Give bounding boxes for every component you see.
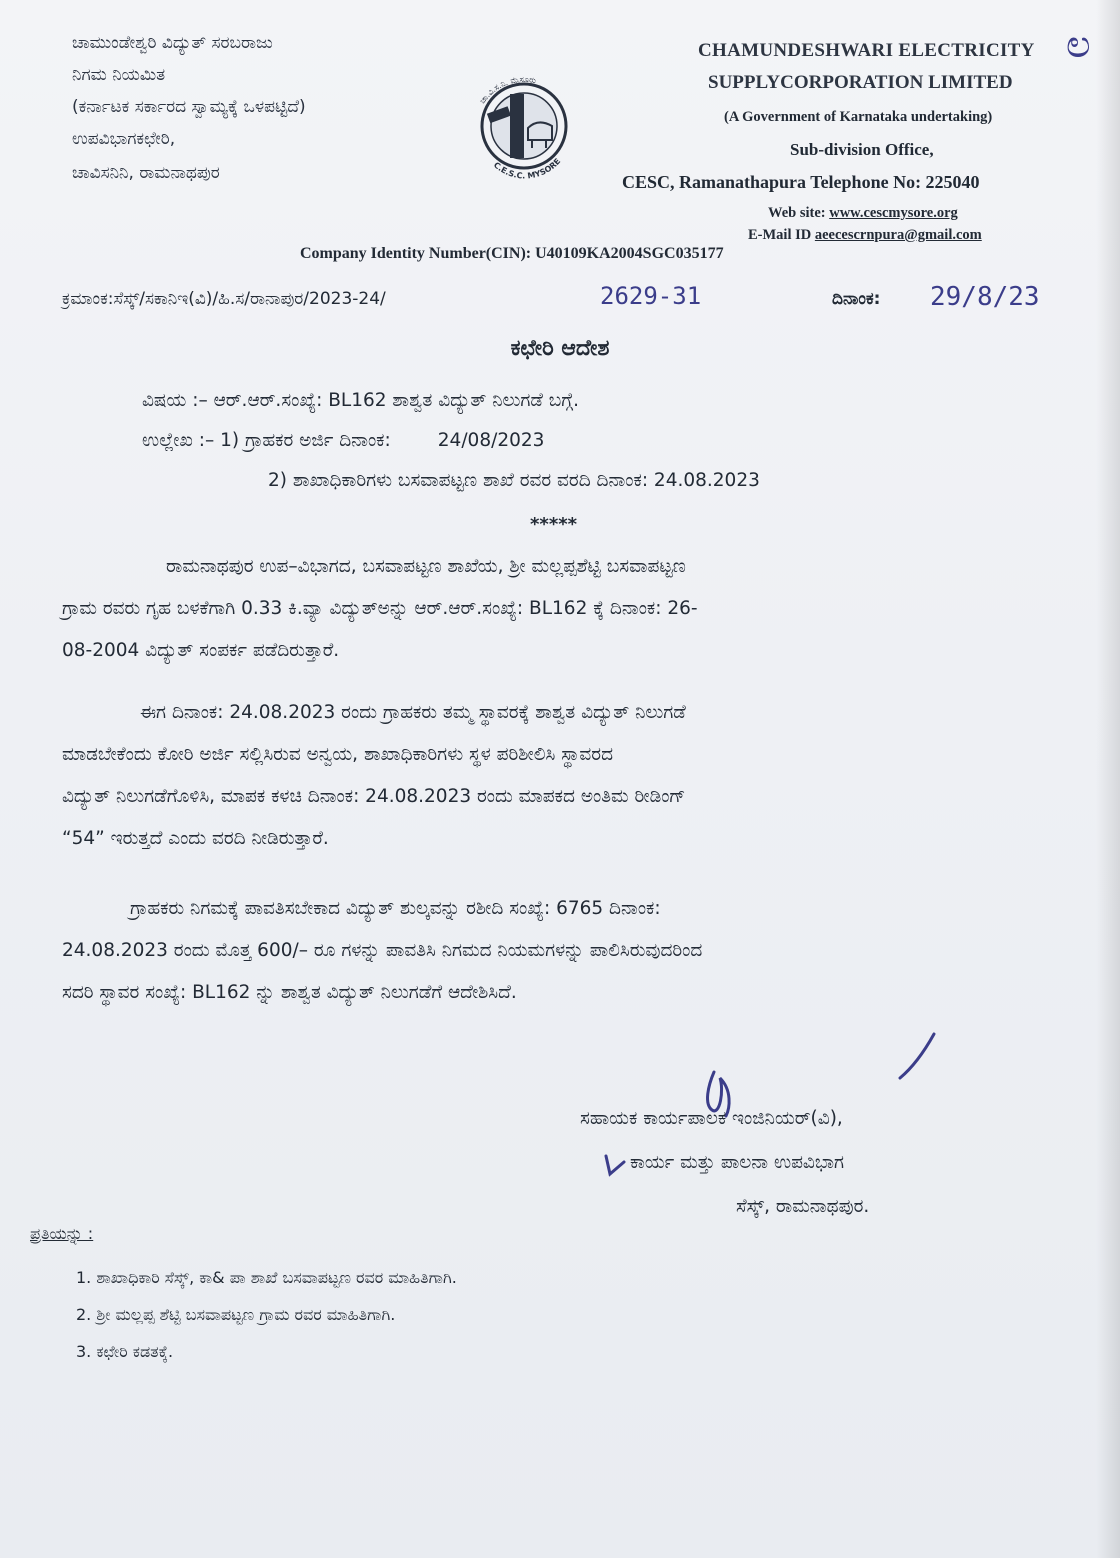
signature-office: ಸೆಸ್ಕ್, ರಾಮನಾಥಪುರ. bbox=[736, 1196, 870, 1217]
header-en-title-1: CHAMUNDESHWARI ELECTRICITY bbox=[698, 40, 1035, 61]
cesc-logo bbox=[458, 70, 590, 182]
para2-line-3: ವಿದ್ಯುತ್ ನಿಲುಗಡೆಗೊಳಿಸಿ, ಮಾಪಕ ಕಳಚಿ ದಿನಾಂಕ: 24.08.2023 ರಂದು ಮಾಪಕದ ಅಂತಿಮ ರೀಡಿಂಗ್ bbox=[62, 786, 686, 807]
header-en-title-2: SUPPLYCORPORATION LIMITED bbox=[708, 72, 1013, 93]
para3-line-2: 24.08.2023 ರಂದು ಮೊತ್ತ 600/– ರೂ ಗಳನ್ನು ಪಾವತಿಸಿ ನಿಗಮದ ನಿಯಮಗಳನ್ನು ಪಾಲಿಸಿರುವುದರಿಂದ bbox=[62, 940, 703, 961]
header-en-subtitle: (A Government of Karnataka undertaking) bbox=[724, 109, 993, 125]
reference-date-label: ದಿನಾಂಕ: bbox=[832, 289, 881, 309]
header-en-office: Sub-division Office, bbox=[790, 140, 934, 159]
signature-division: ಕಾರ್ಯ ಮತ್ತು ಪಾಲನಾ ಉಪವಿಭಾಗ bbox=[630, 1152, 845, 1173]
copy-to-item-3: 3. ಕಛೇರಿ ಕಡತಕ್ಕೆ. bbox=[76, 1342, 174, 1361]
reference-line-2: 2) ಶಾಖಾಧಿಕಾರಿಗಳು ಬಸವಾಪಟ್ಟಣ ಶಾಖೆ ರವರ ವರದಿ ದಿನಾಂಕ: 24.08.2023 bbox=[268, 470, 760, 491]
company-cin: Company Identity Number(CIN): U40109KA2004SGC035177 bbox=[300, 245, 724, 262]
separator-stars: ***** bbox=[530, 514, 578, 535]
signature-scribble bbox=[690, 1020, 950, 1120]
para3-line-1: ಗ್ರಾಹಕರು ನಿಗಮಕ್ಕೆ ಪಾವತಿಸಬೇಕಾದ ವಿದ್ಯುತ್ ಶುಲ್ಕವನ್ನು ರಶೀದಿ ಸಂಖ್ಯೆ: 6765 ದಿನಾಂಕ: bbox=[130, 898, 661, 919]
reference-date-handwritten: 29/8/23 bbox=[930, 282, 1040, 312]
header-kn-line-4: ಉಪವಿಭಾಗಕಛೇರಿ, bbox=[72, 129, 176, 149]
handwritten-tick bbox=[600, 1150, 630, 1180]
para2-line-2: ಮಾಡಬೇಕೆಂದು ಕೋರಿ ಅರ್ಜಿ ಸಲ್ಲಿಸಿರುವ ಅನ್ವಯ, ಶಾಖಾಧಿಕಾರಿಗಳು ಸ್ಥಳ ಪರಿಶೀಲಿಸಿ ಸ್ಥಾವರದ bbox=[62, 744, 614, 765]
copy-to-item-2: 2. ಶ್ರೀ ಮಲ್ಲಪ್ಪ ಶೆಟ್ಟಿ ಬಸವಾಪಟ್ಟಣ ಗ್ರಾಮ ರವರ ಮಾಹಿತಿಗಾಗಿ. bbox=[76, 1305, 396, 1324]
header-website bbox=[768, 205, 958, 222]
para1-line-1: ರಾಮನಾಥಪುರ ಉಪ–ವಿಭಾಗದ, ಬಸವಾಪಟ್ಟಣ ಶಾಖೆಯ, ಶ್ರೀ ಮಲ್ಲಪ್ಪಶೆಟ್ಟಿ ಬಸವಾಪಟ್ಟಣ bbox=[166, 556, 686, 577]
page-edge-shadow bbox=[1096, 0, 1120, 1558]
copy-to-item-1: 1. ಶಾಖಾಧಿಕಾರಿ ಸೆಸ್ಕ್, ಕಾ& ಪಾ ಶಾಖೆ ಬಸವಾಪಟ್ಟಣ ರವರ ಮಾಹಿತಿಗಾಗಿ. bbox=[76, 1268, 457, 1287]
logo-text-top: ಚಾ.ವಿ.ಸ.ನಿ. ಮೈಸೂರು bbox=[477, 74, 537, 106]
document-title: ಕಛೇರಿ ಆದೇಶ bbox=[510, 336, 610, 361]
para2-line-4: “54” ಇರುತ್ತದೆ ಎಂದು ವರದಿ ನೀಡಿರುತ್ತಾರೆ. bbox=[62, 828, 329, 849]
corner-handwritten-initial: ಲ bbox=[1066, 22, 1091, 66]
website-label: Web site: bbox=[768, 205, 830, 221]
email-link[interactable]: aeecescrnpura@gmail.com bbox=[814, 227, 982, 243]
reference-prefix: ಕ್ರಮಾಂಕ:ಸೆಸ್ಕ್/ಸಕಾನಿಇ(ವಿ)/ಹಿ.ಸ/ರಾನಾಪುರ/2023-24/ bbox=[62, 289, 386, 309]
header-kn-line-3: (ಕರ್ನಾಟಕ ಸರ್ಕಾರದ ಸ್ವಾಮ್ಯಕ್ಕೆ ಒಳಪಟ್ಟಿದೆ) bbox=[72, 97, 306, 117]
reference-line-1: ಉಲ್ಲೇಖ :– 1) ಗ್ರಾಹಕರ ಅರ್ಜಿ ದಿನಾಂಕ: 24/08/2023 bbox=[142, 430, 545, 451]
header-kn-line-1: ಚಾಮುಂಡೇಶ್ವರಿ ವಿದ್ಯುತ್ ಸರಬರಾಜು bbox=[72, 33, 273, 53]
para2-line-1: ಈಗ ದಿನಾಂಕ: 24.08.2023 ರಂದು ಗ್ರಾಹಕರು ತಮ್ಮ ಸ್ಥಾವರಕ್ಕೆ ಶಾಶ್ವತ ವಿದ್ಯುತ್ ನಿಲುಗಡೆ bbox=[140, 702, 686, 723]
logo-text-bottom: C.E.S.C. MYSORE bbox=[491, 156, 563, 181]
signature-designation: ಸಹಾಯಕ ಕಾರ್ಯಪಾಲಕ ಇಂಜಿನಿಯರ್(ವಿ), bbox=[580, 1108, 843, 1129]
header-kn-line-5: ಚಾವಿಸನಿನಿ, ರಾಮನಾಥಪುರ bbox=[72, 163, 220, 183]
copy-to-label: ಪ್ರತಿಯನ್ನು : bbox=[30, 1224, 94, 1243]
para1-line-2: ಗ್ರಾಮ ರವರು ಗೃಹ ಬಳಕೆಗಾಗಿ 0.33 ಕಿ.ವ್ಯಾ ವಿದ್ಯುತ್‌ಅನ್ನು ಆರ್.ಆರ್.ಸಂಖ್ಯೆ: BL162 ಕ್ಕೆ ದಿನಾಂಕ: 26- bbox=[62, 598, 698, 619]
email-label: E-Mail ID bbox=[748, 227, 815, 243]
subject-line: ವಿಷಯ :– ಆರ್.ಆರ್.ಸಂಖ್ಯೆ: BL162 ಶಾಶ್ವತ ವಿದ್ಯುತ್ ನಿಲುಗಡೆ ಬಗ್ಗೆ. bbox=[142, 390, 579, 411]
website-link[interactable]: www.cescmysore.org bbox=[829, 205, 958, 221]
para1-line-3: 08-2004 ವಿದ್ಯುತ್ ಸಂಪರ್ಕ ಪಡೆದಿರುತ್ತಾರೆ. bbox=[62, 640, 340, 661]
header-en-place-phone: CESC, Ramanathapura Telephone No: 225040 bbox=[622, 172, 980, 192]
para3-line-3: ಸದರಿ ಸ್ಥಾವರ ಸಂಖ್ಯೆ: BL162 ನ್ನು ಶಾಶ್ವತ ವಿದ್ಯುತ್ ನಿಲುಗಡೆಗೆ ಆದೇಶಿಸಿದೆ. bbox=[62, 982, 517, 1003]
reference-number-handwritten: 2629-31 bbox=[600, 282, 702, 310]
header-email bbox=[748, 227, 982, 244]
header-kn-line-2: ನಿಗಮ ನಿಯಮಿತ bbox=[72, 65, 166, 85]
